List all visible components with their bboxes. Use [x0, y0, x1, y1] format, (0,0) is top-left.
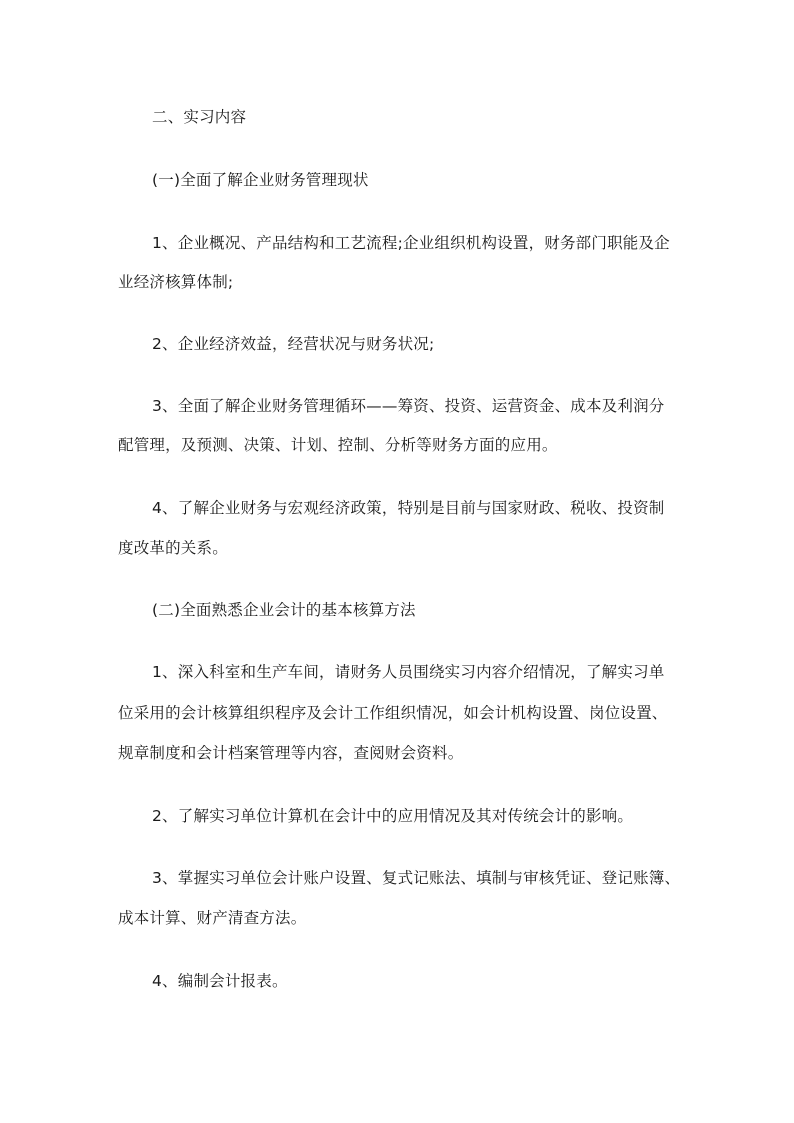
section-heading: 二、实习内容: [152, 108, 247, 126]
part-two-item-2-line-1: 2、了解实习单位计算机在会计中的应用情况及其对传统会计的影响。: [152, 807, 634, 825]
part-one-item-1-line-1: 1、企业概况、产品结构和工艺流程;企业组织机构设置，财务部门职能及企: [152, 234, 670, 252]
part-one-item-3-line-2: 配管理，及预测、决策、计划、控制、分析等财务方面的应用。: [118, 436, 558, 454]
part-two-heading: (二)全面熟悉企业会计的基本核算方法: [152, 601, 416, 619]
part-one-item-3-line-1: 3、全面了解企业财务管理循环——筹资、投资、运营资金、成本及利润分: [152, 397, 665, 415]
part-two-item-1-line-1: 1、深入科室和生产车间，请财务人员围绕实习内容介绍情况，了解实习单: [152, 663, 665, 681]
part-one-item-1-line-2: 业经济核算体制;: [118, 273, 234, 291]
part-one-item-4-line-2: 度改革的关系。: [118, 539, 228, 557]
part-two-item-3-line-2: 成本计算、财产清查方法。: [118, 909, 307, 927]
part-one-item-2-line-1: 2、企业经济效益，经营状况与财务状况;: [152, 335, 435, 353]
part-one-heading: (一)全面了解企业财务管理现状: [152, 171, 369, 189]
part-one-item-4-line-1: 4、了解企业财务与宏观经济政策，特别是目前与国家财政、税收、投资制: [152, 499, 665, 517]
part-two-item-1-line-2: 位采用的会计核算组织程序及会计工作组织情况，如会计机构设置、岗位设置、: [118, 704, 668, 722]
part-two-item-1-line-3: 规章制度和会计档案管理等内容，查阅财会资料。: [118, 744, 464, 762]
part-two-item-4-line-1: 4、编制会计报表。: [152, 972, 288, 990]
part-two-item-3-line-1: 3、掌握实习单位会计账户设置、复式记账法、填制与审核凭证、登记账簿、: [152, 869, 681, 887]
